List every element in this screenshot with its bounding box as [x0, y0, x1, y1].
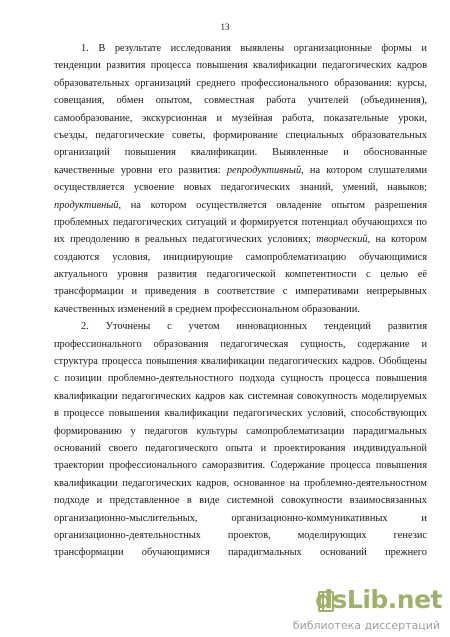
text-line: тенденции развития процесса повышения квалификации педагогических кадров — [54, 60, 427, 72]
text-line — [54, 162, 427, 179]
text-line: квалификации педагогических кадров как системная совокупность моделируемых — [54, 390, 427, 402]
watermark-subtitle: библиотека диссертаций — [292, 619, 440, 632]
text-line: в процессе повышения квалификации педагогических условий, способствующих — [54, 408, 427, 420]
text-line — [54, 231, 427, 248]
text-line: формированию у педагогов культуры самопроблематизации парадигмальных — [54, 425, 427, 437]
text-segment: , на котором — [367, 234, 427, 246]
text-line: 2. Уточнены с учетом инновационных тенденций развития — [81, 321, 427, 333]
text-line: съезды, педагогические советы, формирование специальных образовательных — [54, 129, 427, 141]
text-segment: их преодолению в реальных педагогических условиях; — [54, 234, 317, 246]
watermark-logo: dsLib.net — [315, 585, 442, 614]
text-line: актуального уровня развития педагогической компетентности с целью её — [54, 269, 427, 281]
watermark — [292, 583, 450, 637]
text-line: квалификации педагогических кадров, основанное на проблемно-деятельностном — [54, 477, 427, 489]
text-line: самообразование, экскурсионная и музейная работа, показательные уроки, — [54, 112, 427, 124]
text-line — [54, 197, 427, 214]
text-line: осуществляется усвоение новых педагогических знаний, умений, навыков; — [54, 182, 427, 194]
text-line: подходе и представленное в виде системной совокупности взаимосвязанных — [54, 495, 427, 507]
text-segment: , на котором слушателями — [301, 164, 427, 176]
text-line: качественных изменений в среднем профессиональном образовании. — [54, 303, 360, 315]
text-line: 1. В результате исследования выявлены организационные формы и — [81, 43, 427, 54]
text-line: организационно-деятельностных проектов, моделирующих генезис — [54, 529, 427, 541]
text-line: трансформации и приведения в соответствие с императивами непрерывных — [54, 286, 427, 298]
text-line: с позиции проблемно-деятельностного подхода сущность процесса повышения — [54, 373, 427, 385]
text-line: совещания, обмен опытом, совместная работа учителей (объединения), — [54, 95, 427, 107]
text-line: оснований своего педагогического опыта и проектирования индивидуальной — [54, 442, 427, 454]
text-line: трансформации обучающимися парадигмальных оснований прежнего — [54, 547, 427, 559]
text-line: профессионального образования педагогическая сущность, содержание и — [54, 338, 427, 350]
text-line: создаются условия, инициирующие самопроблематизацию обучающимися — [54, 251, 427, 263]
text-segment: качественные уровни его развития: — [54, 164, 227, 176]
emphasis-term: репродуктивный — [226, 164, 302, 176]
text-line: организационно-мыслительных, организационно-коммуникативных и — [54, 512, 427, 524]
text-line: проблемных педагогических ситуаций и формируется потенциал обучающихся по — [54, 216, 427, 228]
document-body — [54, 40, 427, 562]
text-line: структура процесса повышения квалификации педагогических кадров. Обобщены — [54, 356, 427, 368]
text-line: образовательных организаций среднего профессионального образования: курсы, — [54, 77, 427, 89]
emphasis-term: творческий — [316, 234, 368, 246]
text-line: траектории профессионального саморазвития. Содержание процесса повышения — [54, 460, 427, 472]
page-number: 13 — [220, 22, 230, 32]
text-line: организаций повышения квалификации. Выявленные и обоснованные — [54, 147, 427, 159]
emphasis-term: продуктивный — [54, 199, 119, 211]
text-segment: , на котором осуществляется овладение опытом разрешения — [118, 199, 427, 211]
